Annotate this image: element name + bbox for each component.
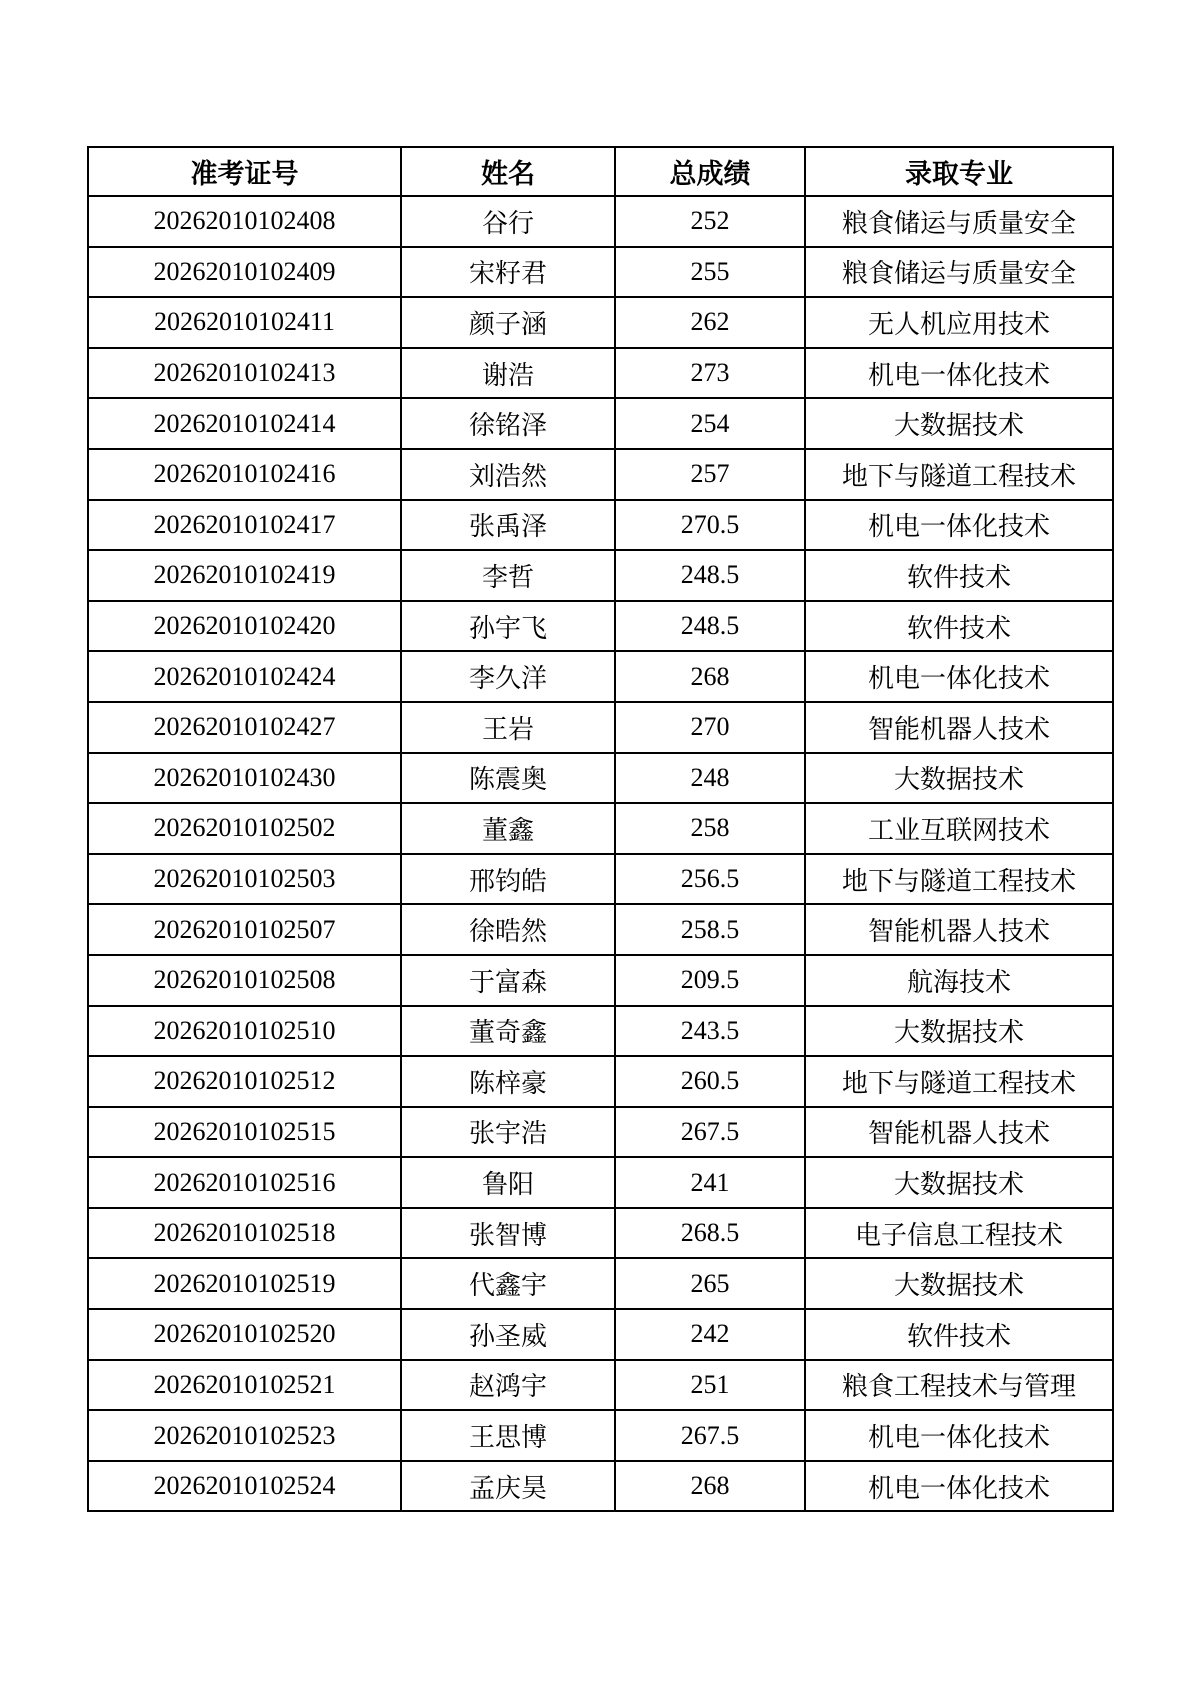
name-cell: 李哲 <box>401 550 615 601</box>
score-cell: 273 <box>615 348 805 399</box>
header-admitted-major: 录取专业 <box>805 147 1113 196</box>
exam-number-cell: 20262010102516 <box>88 1157 401 1208</box>
major-cell: 航海技术 <box>805 955 1113 1006</box>
name-cell: 王思博 <box>401 1410 615 1461</box>
header-name: 姓名 <box>401 147 615 196</box>
major-cell: 地下与隧道工程技术 <box>805 854 1113 905</box>
name-cell: 徐铭泽 <box>401 398 615 449</box>
exam-number-cell: 20262010102510 <box>88 1006 401 1057</box>
major-cell: 粮食储运与质量安全 <box>805 196 1113 247</box>
exam-number-cell: 20262010102416 <box>88 449 401 500</box>
table-row <box>88 854 1113 905</box>
admission-results-table <box>87 146 1114 1512</box>
exam-number-cell: 20262010102518 <box>88 1208 401 1259</box>
table-row <box>88 196 1113 247</box>
table-row <box>88 1208 1113 1259</box>
score-cell: 270 <box>615 702 805 753</box>
major-cell: 机电一体化技术 <box>805 500 1113 551</box>
score-cell: 248.5 <box>615 601 805 652</box>
exam-number-cell: 20262010102424 <box>88 651 401 702</box>
major-cell: 粮食工程技术与管理 <box>805 1360 1113 1411</box>
table-row <box>88 1309 1113 1360</box>
name-cell: 董鑫 <box>401 803 615 854</box>
table-row <box>88 449 1113 500</box>
name-cell: 孙圣威 <box>401 1309 615 1360</box>
table-row <box>88 1056 1113 1107</box>
exam-number-cell: 20262010102507 <box>88 904 401 955</box>
major-cell: 大数据技术 <box>805 398 1113 449</box>
score-cell: 260.5 <box>615 1056 805 1107</box>
major-cell: 软件技术 <box>805 1309 1113 1360</box>
score-cell: 256.5 <box>615 854 805 905</box>
name-cell: 代鑫宇 <box>401 1258 615 1309</box>
name-cell: 赵鸿宇 <box>401 1360 615 1411</box>
name-cell: 陈震奥 <box>401 753 615 804</box>
table-row <box>88 1410 1113 1461</box>
score-cell: 268 <box>615 651 805 702</box>
major-cell: 工业互联网技术 <box>805 803 1113 854</box>
name-cell: 邢钧皓 <box>401 854 615 905</box>
major-cell: 大数据技术 <box>805 753 1113 804</box>
table-row <box>88 1107 1113 1158</box>
exam-number-cell: 20262010102427 <box>88 702 401 753</box>
exam-number-cell: 20262010102420 <box>88 601 401 652</box>
name-cell: 宋籽君 <box>401 247 615 298</box>
score-cell: 248.5 <box>615 550 805 601</box>
score-cell: 255 <box>615 247 805 298</box>
exam-number-cell: 20262010102409 <box>88 247 401 298</box>
table-row <box>88 955 1113 1006</box>
score-cell: 254 <box>615 398 805 449</box>
table-row <box>88 1461 1113 1512</box>
table-row <box>88 803 1113 854</box>
name-cell: 陈梓豪 <box>401 1056 615 1107</box>
exam-number-cell: 20262010102519 <box>88 1258 401 1309</box>
header-total-score: 总成绩 <box>615 147 805 196</box>
major-cell: 粮食储运与质量安全 <box>805 247 1113 298</box>
name-cell: 谢浩 <box>401 348 615 399</box>
name-cell: 张宇浩 <box>401 1107 615 1158</box>
exam-number-cell: 20262010102430 <box>88 753 401 804</box>
score-cell: 267.5 <box>615 1107 805 1158</box>
name-cell: 孙宇飞 <box>401 601 615 652</box>
score-cell: 258 <box>615 803 805 854</box>
name-cell: 鲁阳 <box>401 1157 615 1208</box>
table-row <box>88 297 1113 348</box>
exam-number-cell: 20262010102413 <box>88 348 401 399</box>
exam-number-cell: 20262010102520 <box>88 1309 401 1360</box>
score-cell: 241 <box>615 1157 805 1208</box>
score-cell: 265 <box>615 1258 805 1309</box>
header-exam-number: 准考证号 <box>88 147 401 196</box>
name-cell: 谷行 <box>401 196 615 247</box>
name-cell: 王岩 <box>401 702 615 753</box>
major-cell: 大数据技术 <box>805 1157 1113 1208</box>
score-cell: 262 <box>615 297 805 348</box>
score-cell: 258.5 <box>615 904 805 955</box>
major-cell: 无人机应用技术 <box>805 297 1113 348</box>
table-row <box>88 1360 1113 1411</box>
major-cell: 大数据技术 <box>805 1006 1113 1057</box>
major-cell: 机电一体化技术 <box>805 1410 1113 1461</box>
table-row <box>88 702 1113 753</box>
score-cell: 268.5 <box>615 1208 805 1259</box>
table-row <box>88 1157 1113 1208</box>
exam-number-cell: 20262010102515 <box>88 1107 401 1158</box>
exam-number-cell: 20262010102508 <box>88 955 401 1006</box>
table-row <box>88 247 1113 298</box>
table-row <box>88 500 1113 551</box>
exam-number-cell: 20262010102417 <box>88 500 401 551</box>
major-cell: 智能机器人技术 <box>805 1107 1113 1158</box>
major-cell: 软件技术 <box>805 601 1113 652</box>
table-row <box>88 753 1113 804</box>
major-cell: 软件技术 <box>805 550 1113 601</box>
score-cell: 243.5 <box>615 1006 805 1057</box>
table-body <box>88 196 1113 1511</box>
major-cell: 机电一体化技术 <box>805 651 1113 702</box>
score-cell: 268 <box>615 1461 805 1512</box>
exam-number-cell: 20262010102408 <box>88 196 401 247</box>
major-cell: 机电一体化技术 <box>805 1461 1113 1512</box>
name-cell: 董奇鑫 <box>401 1006 615 1057</box>
exam-number-cell: 20262010102524 <box>88 1461 401 1512</box>
exam-number-cell: 20262010102512 <box>88 1056 401 1107</box>
major-cell: 大数据技术 <box>805 1258 1113 1309</box>
major-cell: 地下与隧道工程技术 <box>805 449 1113 500</box>
exam-number-cell: 20262010102414 <box>88 398 401 449</box>
score-cell: 257 <box>615 449 805 500</box>
exam-number-cell: 20262010102523 <box>88 1410 401 1461</box>
score-cell: 209.5 <box>615 955 805 1006</box>
major-cell: 智能机器人技术 <box>805 702 1113 753</box>
table-row <box>88 904 1113 955</box>
name-cell: 李久洋 <box>401 651 615 702</box>
exam-number-cell: 20262010102503 <box>88 854 401 905</box>
name-cell: 孟庆昊 <box>401 1461 615 1512</box>
name-cell: 徐晧然 <box>401 904 615 955</box>
major-cell: 电子信息工程技术 <box>805 1208 1113 1259</box>
major-cell: 机电一体化技术 <box>805 348 1113 399</box>
major-cell: 地下与隧道工程技术 <box>805 1056 1113 1107</box>
table-row <box>88 1006 1113 1057</box>
score-cell: 270.5 <box>615 500 805 551</box>
score-cell: 242 <box>615 1309 805 1360</box>
name-cell: 张禹泽 <box>401 500 615 551</box>
name-cell: 于富森 <box>401 955 615 1006</box>
table-row <box>88 398 1113 449</box>
table-row <box>88 1258 1113 1309</box>
major-cell: 智能机器人技术 <box>805 904 1113 955</box>
exam-number-cell: 20262010102502 <box>88 803 401 854</box>
exam-number-cell: 20262010102419 <box>88 550 401 601</box>
exam-number-cell: 20262010102521 <box>88 1360 401 1411</box>
table-row <box>88 348 1113 399</box>
score-cell: 252 <box>615 196 805 247</box>
exam-number-cell: 20262010102411 <box>88 297 401 348</box>
score-cell: 251 <box>615 1360 805 1411</box>
table-row <box>88 550 1113 601</box>
name-cell: 张智博 <box>401 1208 615 1259</box>
score-cell: 267.5 <box>615 1410 805 1461</box>
score-cell: 248 <box>615 753 805 804</box>
name-cell: 颜子涵 <box>401 297 615 348</box>
name-cell: 刘浩然 <box>401 449 615 500</box>
header-row <box>88 147 1113 196</box>
table-row <box>88 601 1113 652</box>
table-row <box>88 651 1113 702</box>
